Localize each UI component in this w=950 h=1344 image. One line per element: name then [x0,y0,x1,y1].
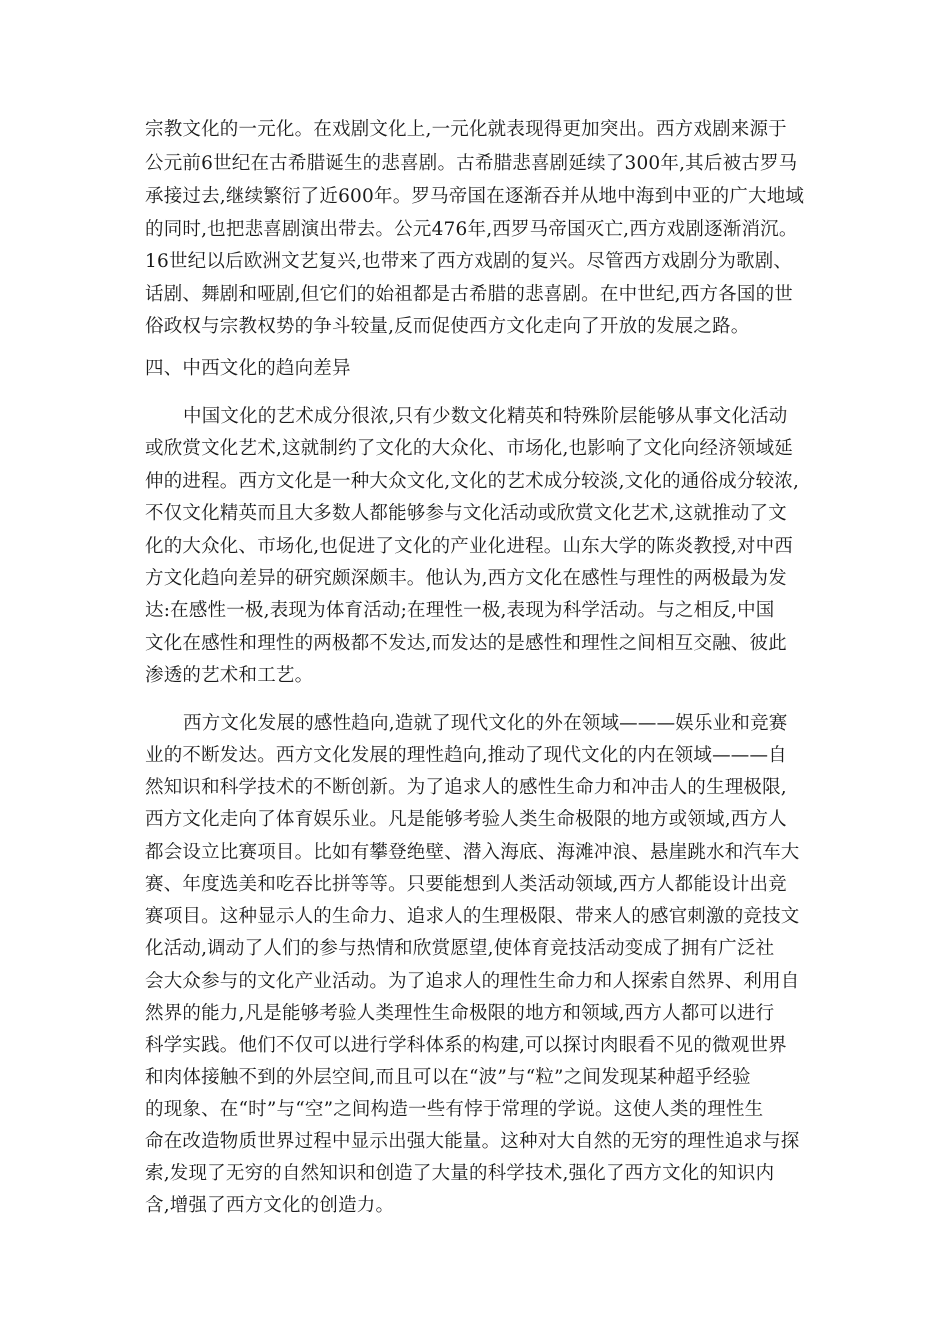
text-line: 化活动,调动了人们的参与热情和欣赏愿望,使体育竞技活动变成了拥有广泛社 [145,938,775,959]
text-line: 然界的能力,凡是能够考验人类理性生命极限的地方和领域,西方人都可以进行 [145,1003,775,1024]
text-line: 西方文化发展的感性趋向,造就了现代文化的外在领域———娱乐业和竞赛 [183,713,788,734]
text-line: 俗政权与宗教权势的争斗较量,反而促使西方文化走向了开放的发展之路。 [145,316,750,337]
text-line: 达:在感性一极,表现为体育活动;在理性一极,表现为科学活动。与之相反,中国 [145,600,775,621]
text-line: 化的大众化、市场化,也促进了文化的产业化进程。山东大学的陈炎教授,对中西 [145,536,793,557]
text-line: 含,增强了西方文化的创造力。 [145,1195,395,1216]
text-line: 伸的进程。西方文化是一种大众文化,文化的艺术成分较淡,文化的通俗成分较浓, [145,471,800,492]
text-line: 或欣赏文化艺术,这就制约了文化的大众化、市场化,也影响了文化向经济领域延 [145,438,793,459]
text-line: 承接过去,继续繁衍了近600年。罗马帝国在逐渐吞并从地中海到中亚的广大地域 [145,186,805,207]
text-line: 的现象、在“时”与“空”之间构造一些有悖于常理的学说。这使人类的理性生 [145,1099,764,1120]
text-line: 和肉体接触不到的外层空间,而且可以在“波”与“粒”之间发现某种超乎经验 [145,1067,751,1088]
text-line: 命在改造物质世界过程中显示出强大能量。这种对大自然的无穷的理性追求与探 [145,1131,800,1152]
text-line: 公元前6世纪在古希腊诞生的悲喜剧。古希腊悲喜剧延续了300年,其后被古罗马 [145,153,798,174]
text-line: 西方文化走向了体育娱乐业。凡是能够考验人类生命极限的地方或领域,西方人 [145,809,787,830]
text-line: 然知识和科学技术的不断创新。为了追求人的感性生命力和冲击人的生理极限, [145,777,787,798]
text-line: 渗透的艺术和工艺。 [145,665,314,686]
text-line: 赛项目。这种显示人的生命力、追求人的生理极限、带来人的感官刺激的竞技文 [145,906,800,927]
text-line: 文化在感性和理性的两极都不发达,而发达的是感性和理性之间相互交融、彼此 [145,633,787,654]
text-line: 方文化趋向差异的研究颇深颇丰。他认为,西方文化在感性与理性的两极最为发 [145,568,787,589]
text-line: 业的不断发达。西方文化发展的理性趋向,推动了现代文化的内在领域———自 [145,745,787,766]
text-line: 赛、年度选美和吃吞比拼等等。只要能想到人类活动领域,西方人都能设计出竞 [145,874,787,895]
section-heading: 四、中西文化的趋向差异 [145,358,351,379]
text-line: 都会设立比赛项目。比如有攀登绝壁、潜入海底、海滩冲浪、悬崖跳水和汽车大 [145,842,800,863]
text-line: 16世纪以后欧洲文艺复兴,也带来了西方戏剧的复兴。尽管西方戏剧分为歌剧、 [145,251,793,272]
text-line: 会大众参与的文化产业活动。为了追求人的理性生命力和人探索自然界、利用自 [145,971,800,992]
text-line: 话剧、舞剧和哑剧,但它们的始祖都是古希腊的悲喜剧。在中世纪,西方各国的世 [145,284,793,305]
text-line: 的同时,也把悲喜剧演出带去。公元476年,西罗马帝国灭亡,西方戏剧逐渐消沉。 [145,219,798,240]
text-line: 中国文化的艺术成分很浓,只有少数文化精英和特殊阶层能够从事文化活动 [183,406,788,427]
text-line: 宗教文化的一元化。在戏剧文化上,一元化就表现得更加突出。西方戏剧来源于 [145,119,787,140]
text-line: 不仅文化精英而且大多数人都能够参与文化活动或欣赏文化艺术,这就推动了文 [145,503,787,524]
text-line: 科学实践。他们不仅可以进行学科体系的构建,可以探讨肉眼看不见的微观世界 [145,1035,787,1056]
text-line: 索,发现了无穷的自然知识和创造了大量的科学技术,强化了西方文化的知识内 [145,1163,775,1184]
